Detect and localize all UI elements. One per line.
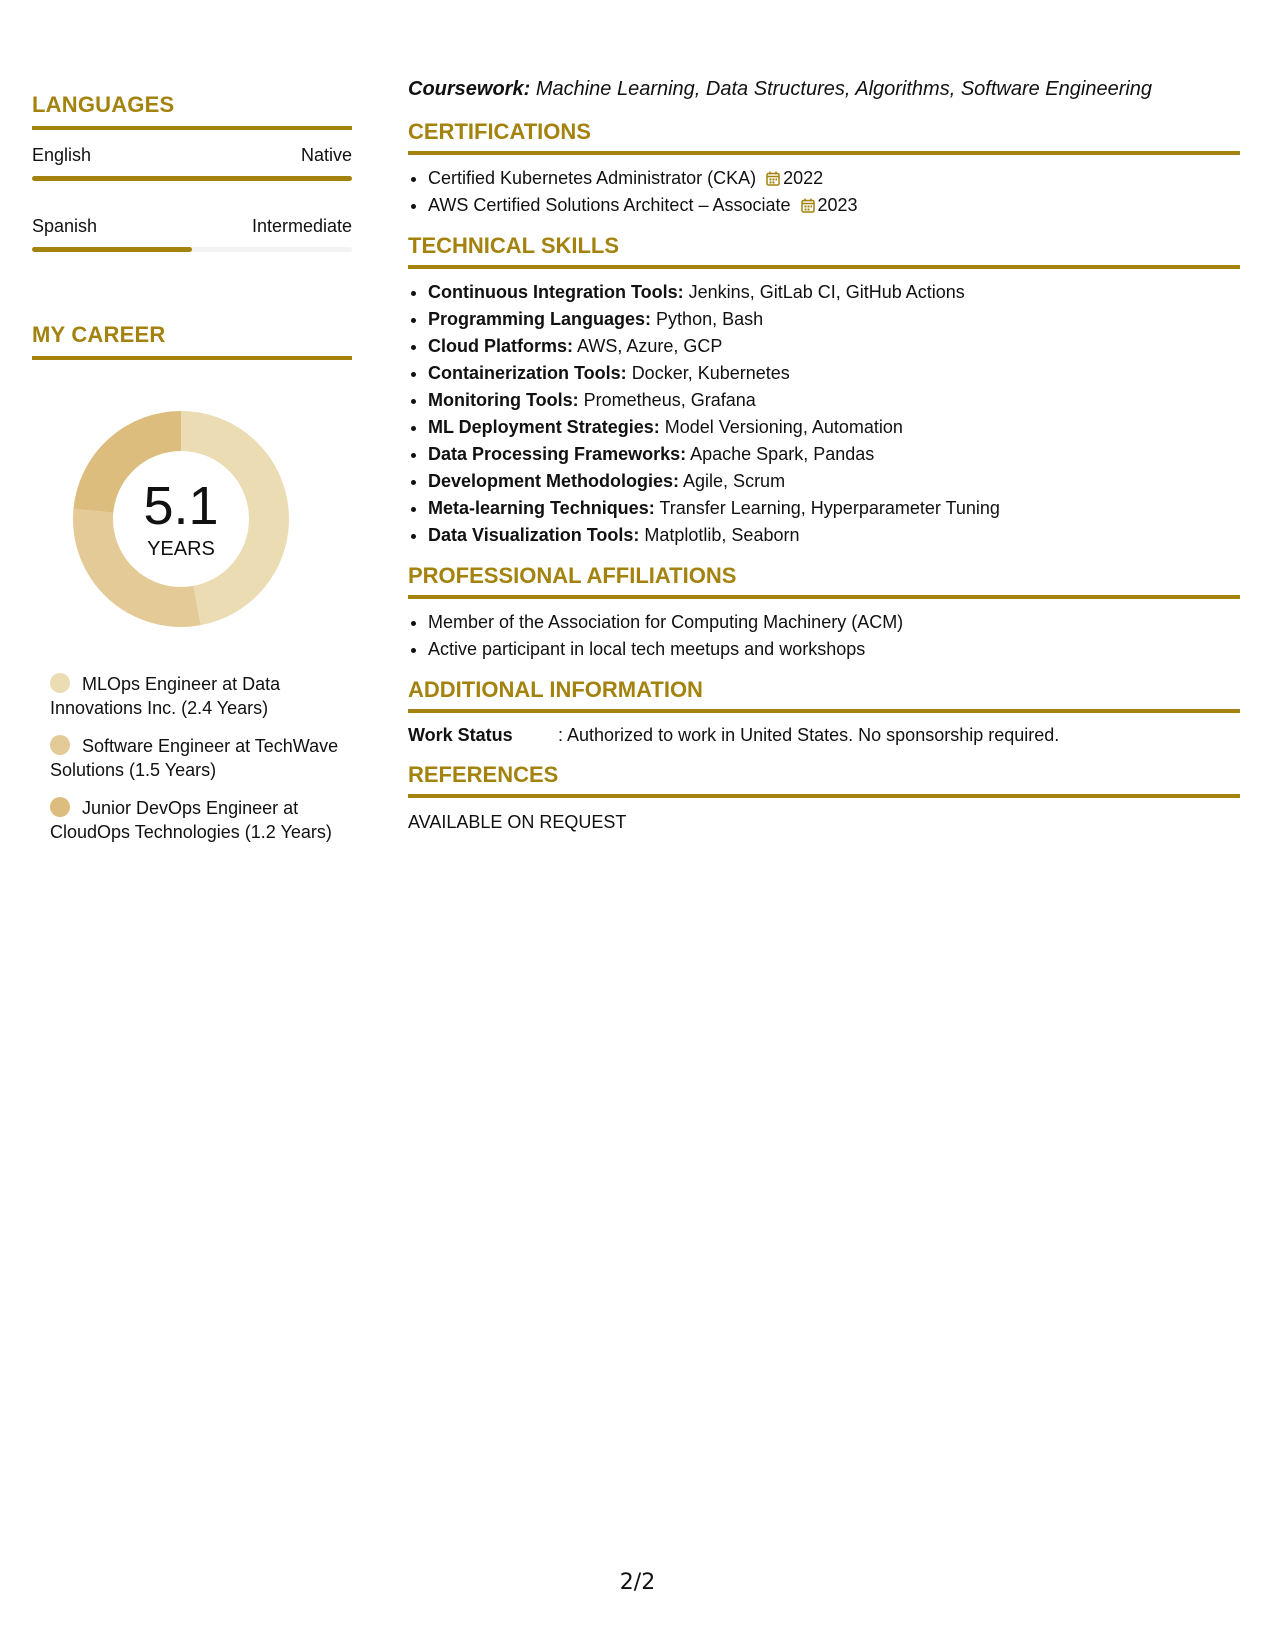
skill-label: Data Visualization Tools: [428, 525, 640, 545]
skill-label: Monitoring Tools: [428, 390, 579, 410]
skill-item [428, 522, 1240, 549]
skill-value: Jenkins, GitLab CI, GitHub Actions [688, 282, 965, 302]
certifications-list [408, 165, 1240, 219]
career-legend [50, 672, 340, 844]
certification-year: 2023 [817, 195, 858, 215]
career-legend-item [50, 672, 340, 720]
certification-item [428, 192, 1240, 219]
skill-label: Meta-learning Techniques: [428, 498, 655, 518]
certification-year: 2022 [783, 168, 824, 188]
language-level: Intermediate [251, 216, 352, 236]
legend-dot [50, 735, 70, 755]
coursework-text: Machine Learning, Data Structures, Algorithms, Software Engineering [535, 78, 1153, 100]
additional-info-title: ADDITIONAL INFORMATION [408, 677, 1240, 713]
language-level: Native [300, 145, 352, 165]
skill-value: Prometheus, Grafana [583, 390, 756, 410]
affiliations-list [408, 609, 1240, 663]
skill-label: Programming Languages: [428, 309, 652, 329]
work-status-row [408, 725, 1240, 746]
calendar-icon [801, 198, 815, 213]
coursework-line [408, 78, 1240, 101]
skill-label: Cloud Platforms: [428, 336, 574, 356]
donut-center [66, 404, 296, 634]
skill-item [428, 306, 1240, 333]
skill-item [428, 360, 1240, 387]
certification-name: Certified Kubernetes Administrator (CKA) [428, 168, 757, 188]
affiliation-item: • Active participant in local tech meetups and workshops [428, 636, 1240, 663]
certifications-title: CERTIFICATIONS [408, 119, 1240, 155]
work-status-value: : Authorized to work in United States. No sponsorship required. [558, 725, 1060, 745]
coursework-label: Coursework: [408, 78, 531, 100]
language-level-bar [32, 176, 352, 181]
skill-item [428, 333, 1240, 360]
career-legend-label: Software Engineer at TechWave Solutions (1.5 Years) [50, 736, 339, 780]
language-item [32, 144, 352, 181]
career-legend-item [50, 796, 340, 844]
skill-label: Containerization Tools: [428, 363, 627, 383]
skill-value: Transfer Learning, Hyperparameter Tuning [659, 498, 1000, 518]
legend-dot [50, 673, 70, 693]
career-legend-item [50, 734, 340, 782]
page-number: 2/2 [619, 1570, 656, 1595]
skill-item [428, 468, 1240, 495]
references-text: AVAILABLE ON REQUEST [408, 812, 627, 832]
career-donut-chart [66, 404, 296, 634]
skill-item [428, 279, 1240, 306]
work-status-label: Work Status [408, 725, 513, 745]
language-level-bar [32, 247, 352, 252]
skill-value: Matplotlib, Seaborn [644, 525, 800, 545]
skill-item [428, 414, 1240, 441]
skill-label: Continuous Integration Tools: [428, 282, 684, 302]
career-legend-label: MLOps Engineer at Data Innovations Inc. (2.4 Years) [50, 674, 281, 718]
certification-item [428, 165, 1240, 192]
language-level-fill [32, 176, 352, 181]
right-column [408, 78, 1240, 833]
language-name: Spanish [32, 216, 98, 236]
affiliation-item: • Member of the Association for Computing Machinery (ACM) [428, 609, 1240, 636]
skills-title: TECHNICAL SKILLS [408, 233, 1240, 269]
career-legend-label: Junior DevOps Engineer at CloudOps Technologies (1.2 Years) [50, 798, 332, 842]
career-title: MY CAREER [32, 322, 352, 360]
skill-item [428, 495, 1240, 522]
left-column [32, 92, 352, 858]
language-name: English [32, 145, 92, 165]
skill-value: Agile, Scrum [683, 471, 786, 491]
languages-title: LANGUAGES [32, 92, 352, 130]
skill-value: Model Versioning, Automation [664, 417, 903, 437]
skills-list [408, 279, 1240, 549]
legend-dot [50, 797, 70, 817]
languages-list [32, 144, 352, 252]
skill-label: Development Methodologies: [428, 471, 680, 491]
language-level-fill [32, 247, 192, 252]
calendar-icon [766, 171, 780, 186]
affiliations-title: PROFESSIONAL AFFILIATIONS [408, 563, 1240, 599]
skill-value: Apache Spark, Pandas [690, 444, 875, 464]
career-total-years: 5.1 [143, 475, 219, 536]
certification-name: AWS Certified Solutions Architect – Associate [428, 195, 791, 215]
skill-value: Python, Bash [656, 309, 764, 329]
references-title: REFERENCES [408, 762, 1240, 798]
skill-item [428, 441, 1240, 468]
skill-label: ML Deployment Strategies: [428, 417, 660, 437]
skill-value: AWS, Azure, GCP [577, 336, 723, 356]
skill-value: Docker, Kubernetes [631, 363, 790, 383]
career-total-unit: YEARS [147, 537, 215, 560]
skill-item [428, 387, 1240, 414]
language-item [32, 215, 352, 252]
skill-label: Data Processing Frameworks: [428, 444, 687, 464]
